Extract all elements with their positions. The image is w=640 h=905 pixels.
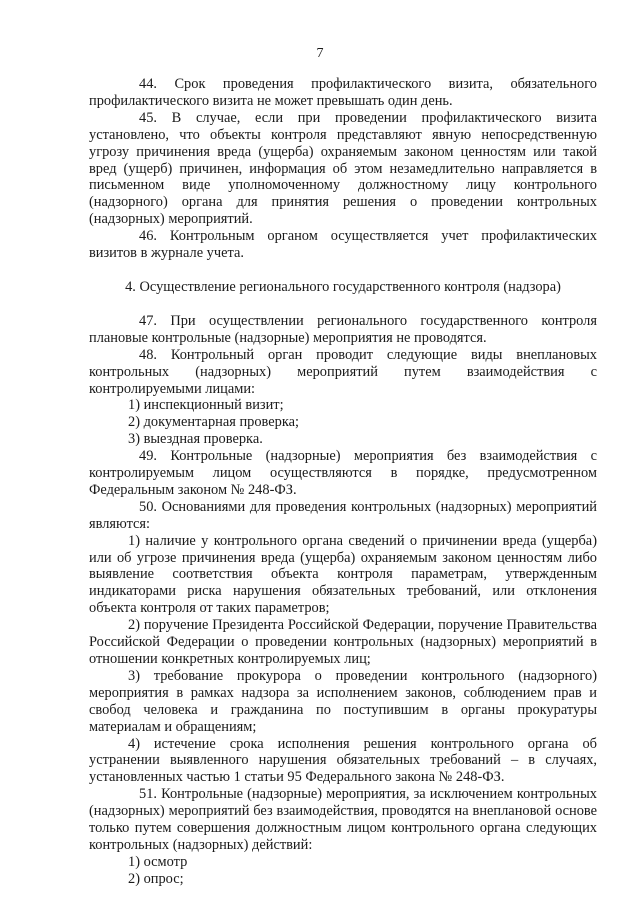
- list-item: 3) выездная проверка.: [128, 431, 263, 448]
- document-body: [89, 76, 597, 888]
- section-4-heading: 4. Осуществление регионального государственного контроля (надзора): [125, 278, 561, 295]
- list-item: 2) поручение Президента Российской Федерации, поручение Правительства Российской Федерации о проведении контрольных (надзорных) мероприятий в отношении конкретных контролируемых лиц;: [89, 617, 597, 667]
- spacer: [89, 296, 597, 313]
- paragraph-44: 44. Срок проведения профилактического визита, обязательного профилактического визита не может превышать один день.: [89, 76, 597, 109]
- paragraph-49: 49. Контрольные (надзорные) мероприятия без взаимодействия с контролируемым лицом осуществляются в порядке, предусмотренном Федеральным законом № 248-ФЗ.: [89, 448, 597, 498]
- paragraph-46: 46. Контрольным органом осуществляется учет профилактических визитов в журнале учета.: [89, 228, 597, 262]
- paragraph-48: 48. Контрольный орган проводит следующие виды внеплановых контрольных (надзорных) мероприятий путем взаимодействия с контролируемыми лицами:: [89, 346, 597, 397]
- page-number: 7: [316, 46, 324, 61]
- list-item: 2) опрос;: [128, 870, 184, 887]
- paragraph-47: 47. При осуществлении регионального государственного контроля плановые контрольные (надзорные) мероприятия не проводятся.: [89, 312, 597, 346]
- list-item: 1) осмотр: [128, 853, 188, 870]
- paragraph-51: 51. Контрольные (надзорные) мероприятия, за исключением контрольных (надзорных) мероприятий без взаимодействия, проводятся на внеплановой основе только путем совершения должностным лицом контрольного органа следующих контрольных (надзорных) действий:: [89, 786, 597, 853]
- paragraph-45: 45. В случае, если при проведении профилактического визита установлено, что объекты контроля представляют явную непосредственную угрозу причинения вреда (ущерба) охраняемым законом ценностям или такой вред (ущерб) причинен, информация об этом незамедлительно направляется в письменном виде уполномоченному должностному лицу контрольного (надзорного) органа для принятия решения о проведении контрольных (надзорных) мероприятий.: [89, 109, 597, 228]
- spacer: [89, 262, 597, 279]
- list-item: 1) наличие у контрольного органа сведений о причинении вреда (ущерба) или об угрозе причинения вреда (ущерба) охраняемым законом ценностям либо выявление соответствия объекта контроля параметрам, утвержденным индикаторами риска нарушения обязательных требований, или отклонения объекта контроля от таких параметров;: [89, 532, 597, 617]
- list-item: 4) истечение срока исполнения решения контрольного органа об устранении выявленного нарушения обязательных требований – в случаях, установленных частью 1 статьи 95 Федерального закона № 248-ФЗ.: [89, 735, 597, 786]
- paragraph-50: 50. Основаниями для проведения контрольных (надзорных) мероприятий являются:: [89, 498, 597, 532]
- list-item: 2) документарная проверка;: [128, 414, 299, 431]
- list-item: 1) инспекционный визит;: [128, 397, 284, 414]
- list-item: 3) требование прокурора о проведении контрольного (надзорного) мероприятия в рамках надзора за исполнением законов, соблюдением прав и свобод человека и гражданина по поступившим в органы прокуратуры материалам и обращениям;: [89, 667, 597, 735]
